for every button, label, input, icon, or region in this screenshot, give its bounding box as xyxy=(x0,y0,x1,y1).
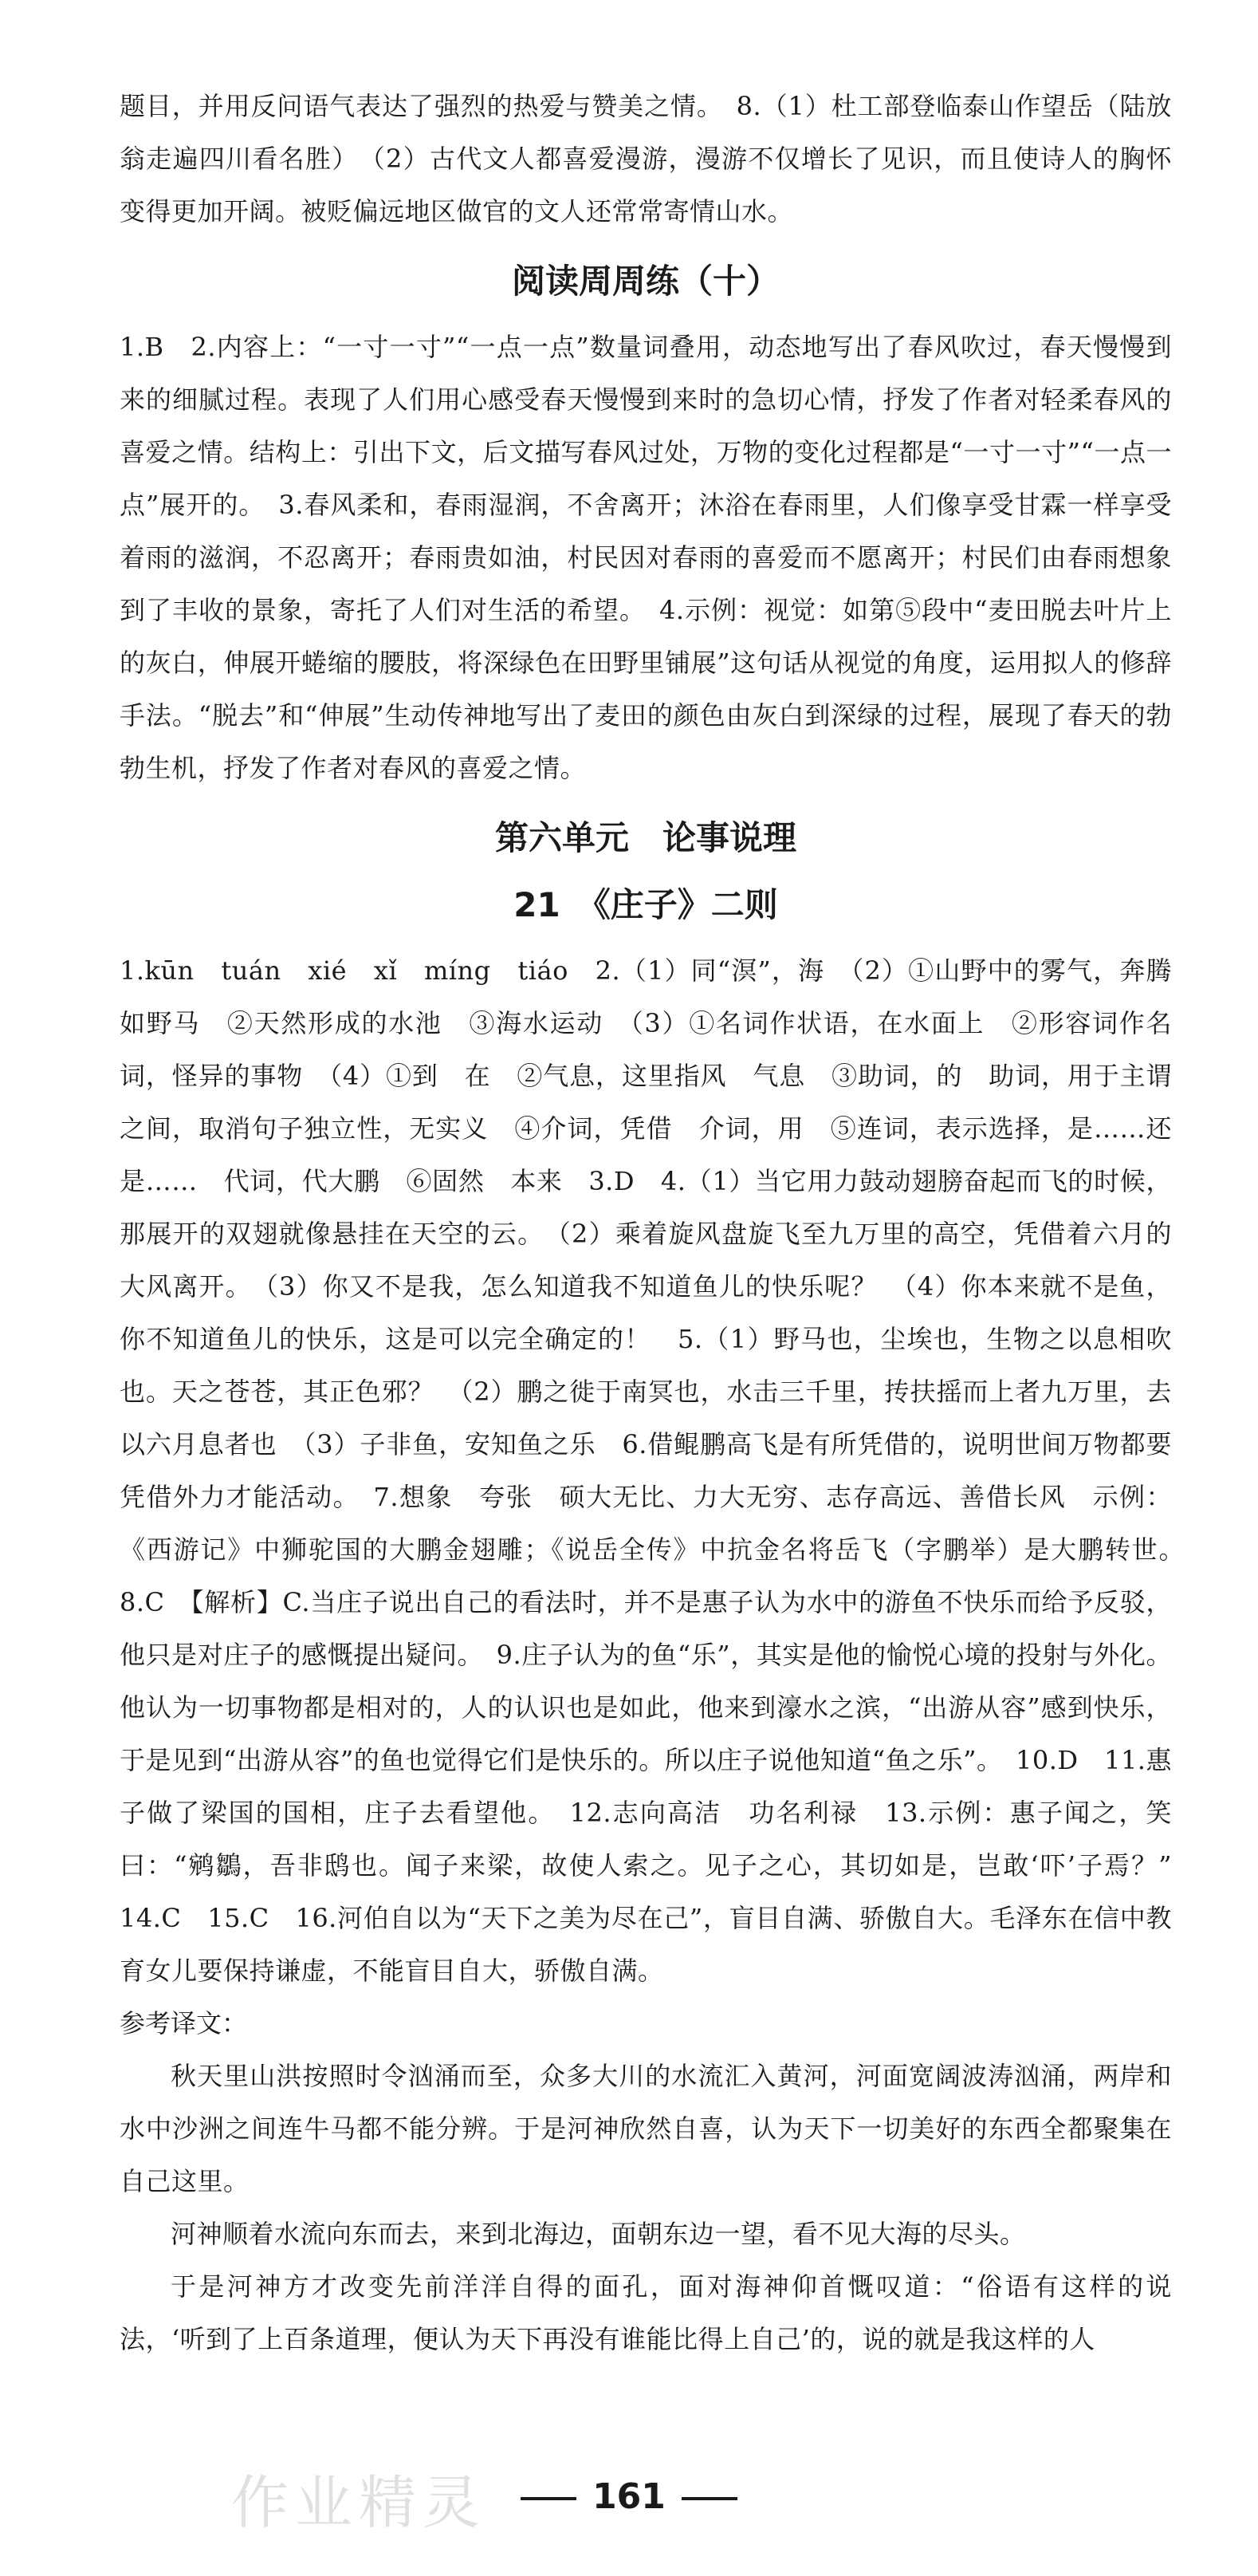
reading-section-answer: 1.B 2.内容上：“一寸一寸”“一点一点”数量词叠用，动态地写出了春风吹过，春天慢慢到来的细腻过程。表现了人们用心感受春天慢慢到来时的急切心情，抒发了作者对轻柔春风的喜爱之情。结构上：引出下文，后文描写春风过处，万物的变化过程都是“一寸一寸”“一点一点”展开的。 3.春风柔和，春雨湿润，不舍离开；沐浴在春雨里，人们像享受甘霖一样享受着雨的滋润，不忍离开；春雨贵如油，村民因对春雨的喜爱而不愿离开；村民们由春雨想象到了丰收的景象，寄托了人们对生活的希望。 4.示例：视觉：如第⑤段中“麦田脱去叶片上的灰白，伸展开蜷缩的腰肢，将深绿色在田野里铺展”这句话从视觉的角度，运用拟人的修辞手法。“脱去”和“伸展”生动传神地写出了麦田的颜色由灰白到深绿的过程，展现了春天的勃勃生机，抒发了作者对春风的喜爱之情。 xyxy=(120,332,1172,783)
reading-section-title: 阅读周周练（十） xyxy=(511,262,780,301)
top-paragraph: 题目，并用反问语气表达了强烈的热爱与赞美之情。 8.（1）杜工部登临泰山作望岳（陆放翁走遍四川看名胜） （2）古代文人都喜爱漫游，漫游不仅增长了见识，而且使诗人的胸怀变得更加开阔。被贬偏远地区做官的文人还常常寄情山水。 xyxy=(120,91,1172,226)
translation-paragraph-2: 河神顺着水流向东而去，来到北海边，面朝东边一望，看不见大海的尽头。 xyxy=(171,2219,1026,2249)
lesson-title: 21 《庄子》二则 xyxy=(513,885,778,924)
translation-paragraph-3: 于是河神方才改变先前洋洋自得的面孔，面对海神仰首慨叹道：“俗语有这样的说法，‘听到了上百条道理，便认为天下再没有谁能比得上自己’的，说的就是我这样的人 xyxy=(120,2271,1172,2354)
page-number-text: 161 xyxy=(592,2476,666,2517)
watermark-logo: 作业精灵 xyxy=(231,2469,487,2536)
page-number xyxy=(0,2476,1258,2517)
lesson-answer: 1.kūn tuán xié xǐ míng tiáo 2.（1）同“溟”，海 （2）①山野中的雾气，奔腾如野马 ②天然形成的水池 ③海水运动 （3）①名词作状语，在水面上 ②形容词作名词，怪异的事物 （4）①到 在 ②气息，这里指风 气息 ③助词，的 助词，用于主谓之间，取消句子独立性，无实义 ④介词，凭借 介词，用 ⑤连词，表示选择，是……还是…… 代词，代大鹏 ⑥固然 本来 3.D 4.（1）当它用力鼓动翅膀奋起而飞的时候，那展开的双翅就像悬挂在天空的云。 （2）乘着旋风盘旋飞至九万里的高空，凭借着六月的大风离开。 （3）你又不是我，怎么知道我不知道鱼儿的快乐呢？ （4）你本来就不是鱼，你不知道鱼儿的快乐，这是可以完全确定的！ 5.（1）野马也，尘埃也，生物之以息相吹也。天之苍苍，其正色邪？ （2）鹏之徙于南冥也，水击三千里，抟扶摇而上者九万里，去以六月息者也 （3）子非鱼，安知鱼之乐 6.借鲲鹏高飞是有所凭借的，说明世间万物都要凭借外力才能活动。 7.想象 夸张 硕大无比、力大无穷、志存高远、善借长风 示例：《西游记》中狮驼国的大鹏金翅雕；《说岳全传》中抗金名将岳飞（字鹏举）是大鹏转世。 8.C 【解析】C.当庄子说出自己的看法时，并不是惠子认为水中的游鱼不快乐而给予反驳，他只是对庄子的感慨提出疑问。 9.庄子认为的鱼“乐”，其实是他的愉悦心境的投射与外化。他认为一切事物都是相对的，人的认识也是如此，他来到濠水之滨，“出游从容”感到快乐，于是见到“出游从容”的鱼也觉得它们是快乐的。所以庄子说他知道“鱼之乐”。 10.D 11.惠子做了梁国的国相，庄子去看望他。 12.志向高洁 功名利禄 13.示例：惠子闻之，笑曰：“鹓鶵，吾非鸱也。闻子来梁，故使人索之。见子之心，其切如是，岂敢‘吓’子焉？” 14.C 15.C 16.河伯自以为“天下之美为尽在己”，盲目自满、骄傲自大。毛泽东在信中教育女儿要保持谦虚，不能盲目自大，骄傲自满。 xyxy=(120,955,1198,1986)
translation-paragraph-1: 秋天里山洪按照时令汹涌而至，众多大川的水流汇入黄河，河面宽阔波涛汹涌，两岸和水中沙洲之间连牛马都不能分辨。于是河神欣然自喜，认为天下一切美好的东西全都聚集在自己这里。 xyxy=(120,2061,1172,2196)
dash-right xyxy=(682,2497,737,2500)
answer-page xyxy=(120,80,1198,2365)
dash-left xyxy=(521,2497,576,2500)
unit-title: 第六单元 论事说理 xyxy=(494,818,796,857)
translation-label: 参考译文： xyxy=(120,2008,248,2038)
